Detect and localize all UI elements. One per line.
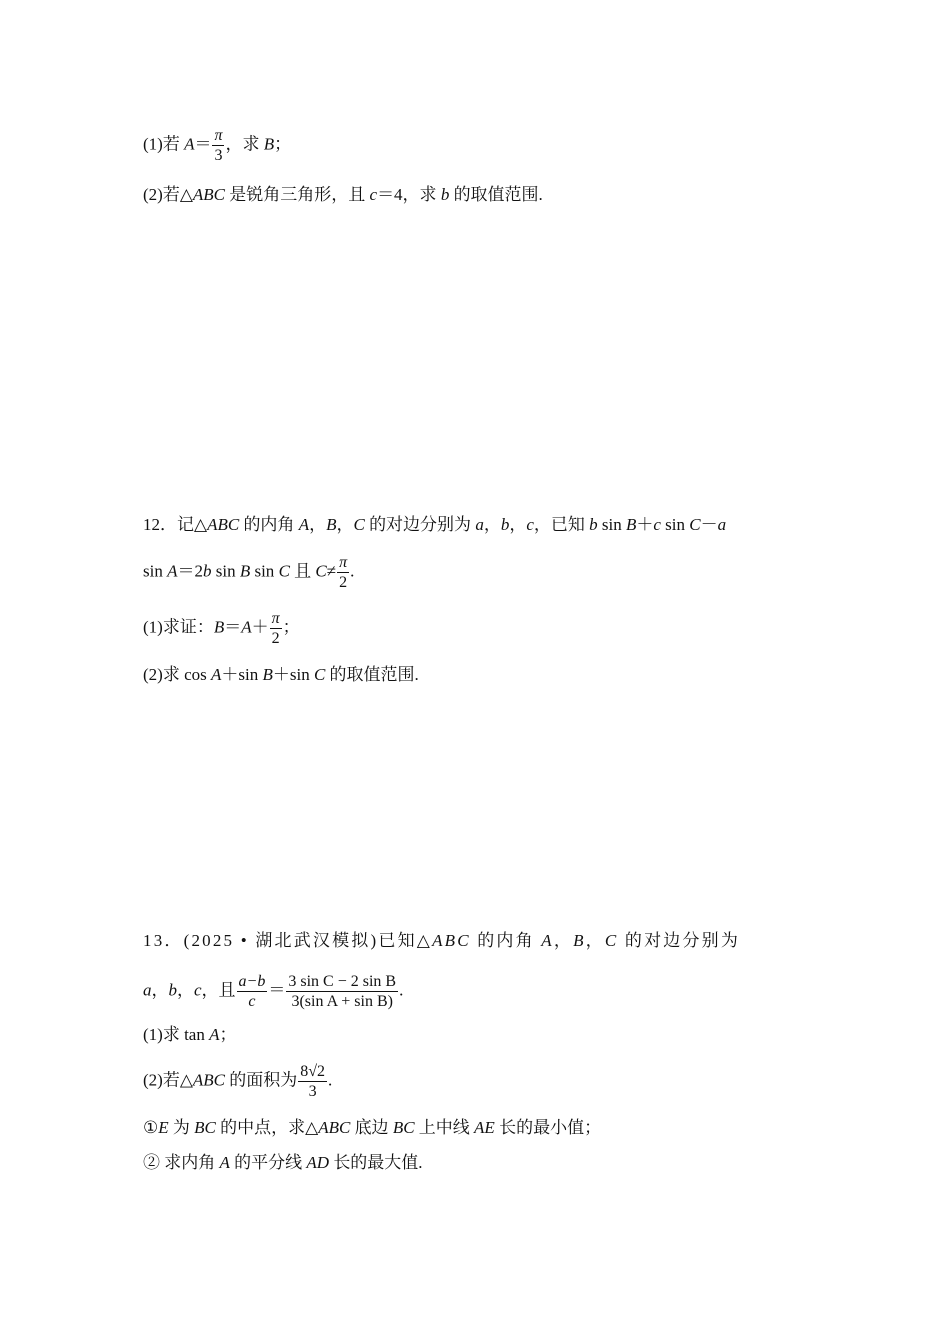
q13-part1 — [143, 1023, 236, 1047]
q12-part2 — [143, 663, 419, 687]
text: ； — [219, 1025, 237, 1044]
text: ，且 — [201, 980, 236, 1000]
var-b: b — [589, 515, 598, 534]
text: (2)若△ — [143, 1070, 193, 1090]
text: ， — [336, 515, 354, 534]
text: 的内角 — [239, 515, 299, 534]
var-B: B — [625, 515, 637, 534]
text: 的内角 — [470, 931, 542, 950]
q13-line2 — [143, 972, 403, 1011]
numerator: 8√2 — [300, 1063, 326, 1080]
var-A: A — [298, 515, 310, 534]
var-C: C — [278, 561, 290, 581]
numerator: 3 sin C − 2 sin B — [288, 973, 397, 990]
var-c: c — [653, 515, 661, 534]
q13-sub1 — [143, 1116, 601, 1140]
var-AD: AD — [306, 1153, 330, 1172]
text: 12．记△ — [143, 515, 208, 534]
fraction-sin-ratio — [286, 972, 398, 1011]
var-A: A — [241, 617, 252, 637]
q11-part2 — [143, 183, 543, 207]
text: 长的最大值. — [329, 1153, 423, 1172]
text: (1)若 — [143, 134, 185, 154]
q13-line1 — [143, 929, 740, 953]
denominator: 3 — [308, 1083, 317, 1100]
text: sin — [143, 561, 168, 581]
var-ABC: ABC — [432, 931, 471, 950]
var-BC: BC — [392, 1118, 415, 1137]
var-C: C — [313, 665, 326, 684]
var-b: b — [202, 561, 212, 581]
q11-part1 — [143, 126, 291, 165]
var-E: E — [158, 1118, 169, 1137]
q12-line2 — [143, 553, 354, 592]
text: ＝2 — [177, 561, 203, 581]
text: ＝4，求 — [377, 185, 441, 204]
text: sin — [211, 561, 240, 581]
text: ， — [483, 515, 501, 534]
var-A: A — [219, 1153, 230, 1172]
text: ； — [282, 617, 300, 637]
text: 是锐角三角形，且 — [225, 185, 370, 204]
text: ＋ — [636, 515, 654, 534]
text: (2)求 cos — [143, 665, 211, 684]
var-B: B — [239, 561, 251, 581]
var-ABC: ABC — [318, 1118, 351, 1137]
text: 且 — [289, 561, 316, 581]
var-ABC: ABC — [192, 185, 226, 204]
var-A: A — [167, 561, 178, 581]
numerator: π — [214, 127, 223, 144]
numerator: π — [271, 610, 280, 627]
var-b: b — [500, 515, 510, 534]
text: 的取值范围. — [325, 665, 419, 684]
text: 的对边分别为 — [364, 515, 476, 534]
text: 的面积为 — [225, 1070, 298, 1090]
q12-line1 — [143, 513, 726, 537]
var-B: B — [262, 665, 273, 684]
var-ABC: ABC — [207, 515, 240, 534]
text: 为 — [168, 1118, 195, 1137]
text: － — [700, 515, 718, 534]
circled-number: ② 求内角 — [143, 1153, 220, 1172]
circled-number: ① — [143, 1118, 159, 1137]
var-B: B — [213, 617, 225, 637]
fraction-pi-3 — [212, 126, 224, 165]
text: . — [399, 980, 404, 1000]
text: ，求 — [225, 134, 264, 154]
text: 的取值范围. — [449, 185, 543, 204]
text: . — [328, 1070, 333, 1090]
q12-part1 — [143, 609, 300, 648]
q13-sub2 — [143, 1151, 423, 1175]
text: ， — [509, 515, 527, 534]
text: ＋sin — [272, 665, 314, 684]
var-b: b — [168, 980, 177, 1000]
equals: ＝ — [194, 134, 212, 154]
text: ，已知 — [533, 515, 590, 534]
denominator: 3(sin A + sin B) — [291, 993, 393, 1010]
text: ， — [585, 931, 605, 950]
fraction-a-minus-b-over-c — [237, 972, 268, 1011]
var-C: C — [315, 561, 327, 581]
text: 的中点，求△ — [215, 1118, 319, 1137]
var-a: a — [717, 515, 727, 534]
fraction-area — [298, 1062, 327, 1101]
text: ＝ — [224, 617, 242, 637]
var-C: C — [604, 931, 619, 950]
text: 的对边分别为 — [618, 931, 741, 950]
var-b: b — [440, 185, 450, 204]
denominator: 2 — [339, 574, 348, 591]
text: 13．(2025 • 湖北武汉模拟)已知△ — [143, 931, 433, 950]
equals: ＝ — [268, 980, 286, 1000]
text: ， — [177, 980, 194, 1000]
text: 的平分线 — [229, 1153, 307, 1172]
q13-part2 — [143, 1062, 332, 1101]
var-C: C — [689, 515, 701, 534]
var-c: c — [194, 980, 202, 1000]
numerator: a−b — [238, 973, 266, 990]
text: . — [350, 561, 355, 581]
text: ， — [151, 980, 169, 1000]
text: sin — [597, 515, 626, 534]
var-B: B — [573, 931, 586, 950]
text: (2)若△ — [143, 185, 193, 204]
text: sin — [250, 561, 279, 581]
var-A: A — [210, 665, 222, 684]
var-C: C — [353, 515, 365, 534]
text: ＋sin — [221, 665, 263, 684]
var-A: A — [541, 931, 554, 950]
text: 底边 — [350, 1118, 393, 1137]
text: ＋ — [251, 617, 269, 637]
text: (1)求证： — [143, 617, 214, 637]
var-B: B — [263, 134, 275, 154]
denominator: 2 — [271, 630, 280, 647]
var-A: A — [184, 134, 195, 154]
text: 长的最小值； — [494, 1118, 602, 1137]
denominator: c — [248, 993, 256, 1010]
denominator: 3 — [214, 147, 223, 164]
text: ， — [553, 931, 574, 950]
var-c: c — [526, 515, 534, 534]
var-a: a — [143, 980, 152, 1000]
var-ABC: ABC — [192, 1070, 226, 1090]
var-B: B — [326, 515, 337, 534]
text: 上中线 — [414, 1118, 475, 1137]
not-equal: ≠ — [326, 561, 337, 581]
numerator: π — [339, 554, 348, 571]
var-c: c — [369, 185, 378, 204]
fraction-pi-2 — [337, 553, 349, 592]
var-A: A — [209, 1025, 220, 1044]
var-BC: BC — [194, 1118, 216, 1137]
text: ； — [274, 134, 292, 154]
text: (1)求 tan — [143, 1025, 210, 1044]
var-a: a — [475, 515, 484, 534]
var-AE: AE — [474, 1118, 495, 1137]
fraction-pi-2 — [270, 609, 282, 648]
text: sin — [660, 515, 690, 534]
text: ， — [309, 515, 327, 534]
